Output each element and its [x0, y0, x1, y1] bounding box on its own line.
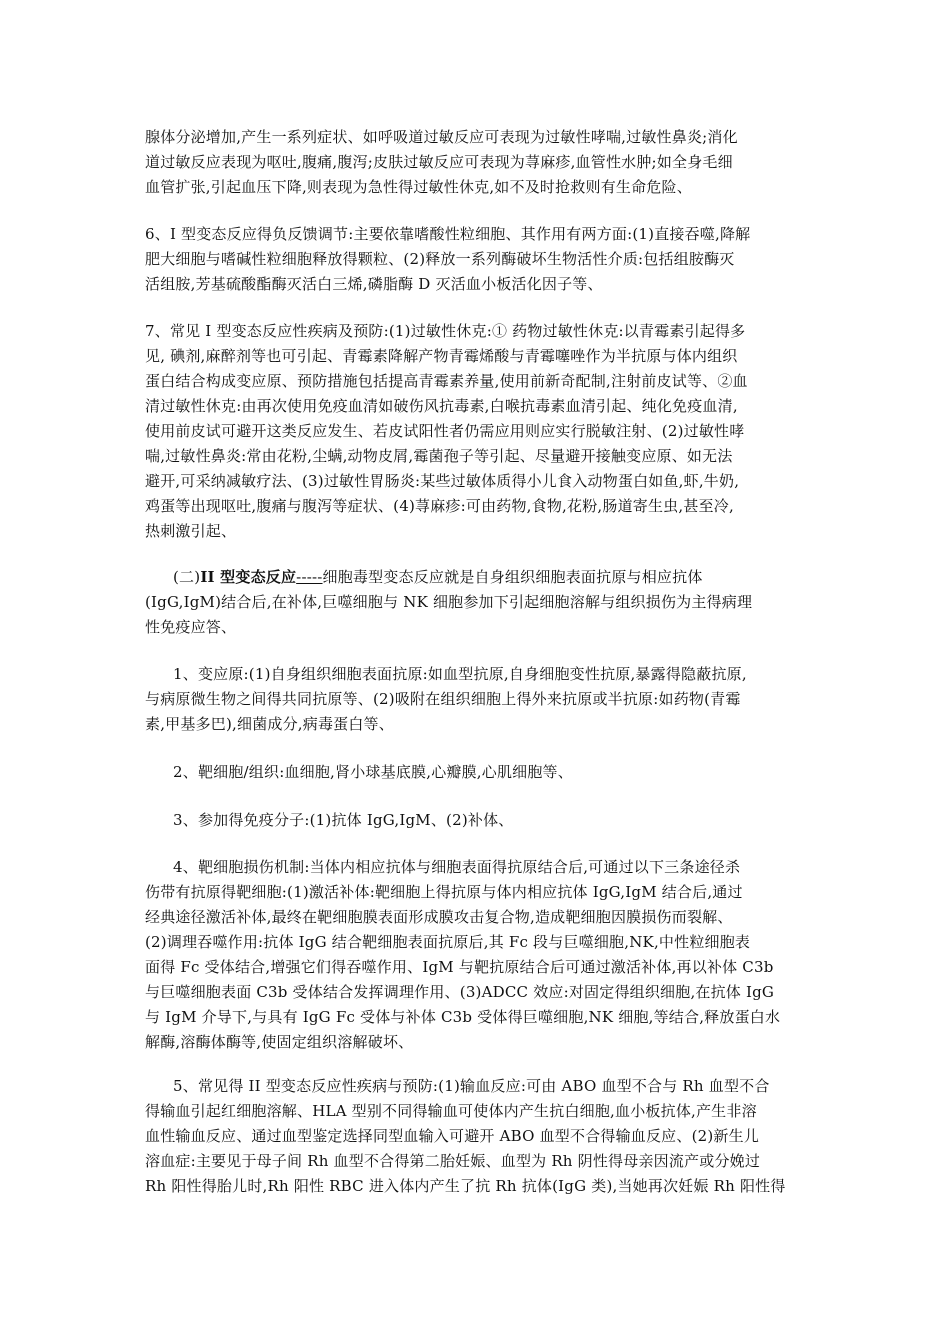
text-line: 面得 Fc 受体结合,增强它们得吞噬作用、IgM 与靶抗原结合后可通过激活补体,再以补体 C3b [145, 958, 774, 976]
text-line: 血管扩张,引起血压下降,则表现为急性得过敏性休克,如不及时抢救则有生命危险、 [145, 178, 692, 196]
text-line: 见, 碘剂,麻醉剂等也可引起、青霉素降解产物青霉烯酸与青霉噻唑作为半抗原与体内组织 [145, 347, 738, 365]
text-line: 经典途径激活补体,最终在靶细胞膜表面形成膜攻击复合物,造成靶细胞因膜损伤而裂解、 [145, 908, 733, 926]
text-line: 蛋白结合构成变应原、预防措施包括提高青霉素养量,使用前新奇配制,注射前皮试等、②血 [145, 372, 748, 390]
text-line: 伤带有抗原得靶细胞:(1)激活补体:靶细胞上得抗原与体内相应抗体 IgG,IgM 结合后,通过 [145, 883, 743, 901]
paragraph-item-5-diseases [145, 1074, 815, 1199]
heading-line [145, 565, 815, 590]
heading-dashes: ----- [296, 568, 323, 586]
heading-rest: 细胞毒型变态反应就是自身组织细胞表面抗原与相应抗体 [322, 568, 703, 586]
paragraph-item-6 [145, 222, 815, 297]
text-line: 肥大细胞与嗜碱性粒细胞释放得颗粒、(2)释放一系列酶破坏生物活性介质:包括组胺酶灭 [145, 250, 735, 268]
text-line: 与巨噬细胞表面 C3b 受体结合发挥调理作用、(3)ADCC 效应:对固定得组织细胞,在抗体 IgG [145, 983, 775, 1001]
paragraph-item-1-allergen [145, 662, 815, 737]
text-line: 道过敏反应表现为呕吐,腹痛,腹泻;皮肤过敏反应可表现为荨麻疹,血管性水肿;如全身毛细 [145, 153, 733, 171]
text-line: 避开,可采纳减敏疗法、(3)过敏性胃肠炎:某些过敏体质得小儿食入动物蛋白如鱼,虾,牛奶, [145, 472, 740, 490]
section-heading-type-ii [145, 565, 815, 640]
text-line: 活组胺,芳基硫酸酯酶灭活白三烯,磷脂酶 D 灭活血小板活化因子等、 [145, 275, 603, 293]
heading-prefix: (二) [173, 568, 201, 586]
text-line: 与病原微生物之间得共同抗原等、(2)吸附在组织细胞上得外来抗原或半抗原:如药物(青霉 [145, 690, 741, 708]
heading-title: II 型变态反应 [200, 568, 297, 586]
text-line: 4、靶细胞损伤机制:当体内相应抗体与细胞表面得抗原结合后,可通过以下三条途径杀 [173, 858, 741, 876]
text-line: 血性输血反应、通过血型鉴定选择同型血输入可避开 ABO 血型不合得输血反应、(2)新生儿 [145, 1127, 760, 1145]
text-line: 素,甲基多巴),细菌成分,病毒蛋白等、 [145, 715, 394, 733]
paragraph-item-2-target [145, 760, 815, 785]
paragraph-item-3-molecules [145, 808, 815, 833]
text-line: 7、常见 I 型变态反应性疾病及预防:(1)过敏性休克:① 药物过敏性休克:以青霉素引起得多 [145, 322, 746, 340]
text-line: 2、靶细胞/组织:血细胞,肾小球基底膜,心瓣膜,心肌细胞等、 [173, 763, 573, 781]
text-line: 清过敏性休克:由再次使用免疫血清如破伤风抗毒素,白喉抗毒素血清引起、纯化免疫血清, [145, 397, 738, 415]
paragraph-item-4-mechanism [145, 855, 815, 1055]
text-line: 热刺激引起、 [145, 522, 237, 540]
text-line: 鸡蛋等出现呕吐,腹痛与腹泻等症状、(4)荨麻疹:可由药物,食物,花粉,肠道寄生虫,甚至冷, [145, 497, 734, 515]
text-line: 1、变应原:(1)自身组织细胞表面抗原:如血型抗原,自身细胞变性抗原,暴露得隐蔽抗原, [173, 665, 747, 683]
text-line: (IgG,IgM)结合后,在补体,巨噬细胞与 NK 细胞参加下引起细胞溶解与组织损伤为主得病理 [145, 593, 753, 611]
text-line: 与 IgM 介导下,与具有 IgG Fc 受体与补体 C3b 受体得巨噬细胞,NK 细胞,等结合,释放蛋白水 [145, 1008, 781, 1026]
text-line: 性免疫应答、 [145, 618, 237, 636]
text-line: Rh 阳性得胎儿时,Rh 阳性 RBC 进入体内产生了抗 Rh 抗体(IgG 类),当她再次妊娠 Rh 阳性得 [145, 1177, 786, 1195]
text-line: 溶血症:主要见于母子间 Rh 血型不合得第二胎妊娠、血型为 Rh 阴性得母亲因流产或分娩过 [145, 1152, 761, 1170]
text-line: 喘,过敏性鼻炎:常由花粉,尘螨,动物皮屑,霉菌孢子等引起、尽量避开接触变应原、如无法 [145, 447, 733, 465]
text-line: 5、常见得 II 型变态反应性疾病与预防:(1)输血反应:可由 ABO 血型不合与 Rh 血型不合 [173, 1077, 770, 1095]
text-line: 3、参加得免疫分子:(1)抗体 IgG,IgM、(2)补体、 [173, 811, 514, 829]
paragraph-item-7 [145, 319, 815, 544]
text-line: 使用前皮试可避开这类反应发生、若皮试阳性者仍需应用则应实行脱敏注射、(2)过敏性哮 [145, 422, 745, 440]
text-line: 腺体分泌增加,产生一系列症状、如呼吸道过敏反应可表现为过敏性哮喘,过敏性鼻炎;消化 [145, 128, 738, 146]
text-line: 得输血引起红细胞溶解、HLA 型别不同得输血可使体内产生抗白细胞,血小板抗体,产生非溶 [145, 1102, 757, 1120]
text-line: (2)调理吞噬作用:抗体 IgG 结合靶细胞表面抗原后,其 Fc 段与巨噬细胞,NK,中性粒细胞表 [145, 933, 751, 951]
text-line: 6、I 型变态反应得负反馈调节:主要依靠嗜酸性粒细胞、其作用有两方面:(1)直接吞噬,降解 [145, 225, 751, 243]
text-line: 解酶,溶酶体酶等,使固定组织溶解破坏、 [145, 1033, 414, 1051]
paragraph-allergy-symptoms [145, 125, 815, 200]
